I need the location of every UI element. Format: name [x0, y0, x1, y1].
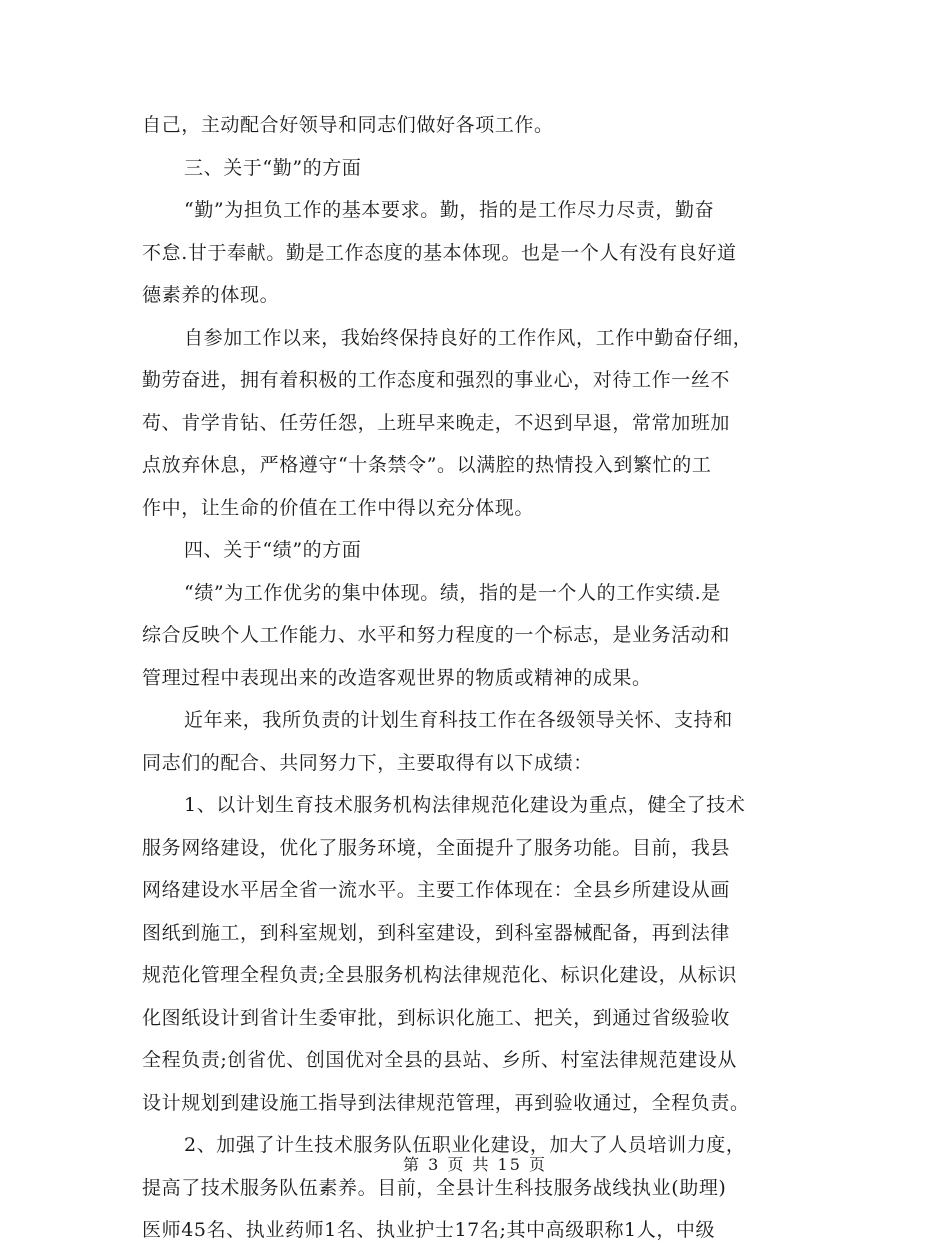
text-line: 图纸到施工，到科室规划，到科室建设，到科室器械配备，再到法律 — [142, 921, 731, 944]
text-line: 德素养的体现。 — [142, 284, 280, 306]
text-line: 网络建设水平居全省一流水平。主要工作体现在：全县乡所建设从画 — [142, 879, 731, 901]
text-line: 近年来，我所负责的计划生育科技工作在各级领导关怀、支持和 — [184, 709, 733, 731]
text-line: “勤”为担负工作的基本要求。勤，指的是工作尽力尽责，勤奋 — [184, 199, 715, 221]
page-number-footer: 第 3 页 共 15 页 — [403, 1155, 547, 1174]
list-item-2: 2、加强了计生技术服务队伍职业化建设，加大了人员培训力度， — [184, 1134, 746, 1156]
text-line: 管理过程中表现出来的改造客观世界的物质或精神的成果。 — [142, 666, 652, 689]
section-heading-qin: 三、关于“勤”的方面 — [184, 156, 362, 179]
text-line: 作中，让生命的价值在工作中得以充分体现。 — [142, 496, 535, 519]
text-line: 自己，主动配合好领导和同志们做好各项工作。 — [142, 114, 554, 136]
text-line: 自参加工作以来，我始终保持良好的工作作风，工作中勤奋仔细， — [184, 326, 753, 349]
text-line: 设计规划到建设施工指导到法律规范管理，再到验收通过，全程负责。 — [142, 1091, 750, 1114]
text-line: “绩”为工作优劣的集中体现。绩，指的是一个人的工作实绩.是 — [184, 581, 721, 604]
text-line: 同志们的配合、共同努力下，主要取得有以下成绩： — [142, 751, 593, 774]
text-line: 点放弃休息，严格遵守“十条禁令”。以满腔的热情投入到繁忙的工 — [142, 454, 712, 476]
section-heading-ji: 四、关于“绩”的方面 — [184, 539, 362, 561]
text-line: 综合反映个人工作能力、水平和努力程度的一个标志，是业务活动和 — [142, 624, 731, 646]
list-item-1: 1、以计划生育技术服务机构法律规范化建设为重点，健全了技术 — [184, 794, 746, 816]
text-line: 苟、肯学肯钻、任劳任怨，上班早来晚走，不迟到早退，常常加班加 — [142, 411, 731, 434]
text-line: 不怠.甘于奉献。勤是工作态度的基本体现。也是一个人有没有良好道 — [142, 241, 737, 264]
text-line: 服务网络建设，优化了服务环境，全面提升了服务功能。目前，我县 — [142, 836, 731, 859]
text-line: 提高了技术服务队伍素养。目前，全县计生科技服务战线执业(助理) — [142, 1176, 727, 1199]
document-body — [142, 104, 807, 1252]
text-line: 全程负责;创省优、创国优对全县的县站、乡所、村室法律规范建设从 — [142, 1049, 738, 1071]
text-line: 化图纸设计到省计生委审批，到标识化施工、把关，到通过省级验收 — [142, 1006, 731, 1029]
text-line: 医师45名、执业药师1名、执业护士17名;其中高级职称1人，中级 — [142, 1219, 716, 1241]
text-line: 规范化管理全程负责;全县服务机构法律规范化、标识化建设，从标识 — [142, 964, 738, 986]
text-line: 勤劳奋进，拥有着积极的工作态度和强烈的事业心，对待工作一丝不 — [142, 369, 731, 391]
